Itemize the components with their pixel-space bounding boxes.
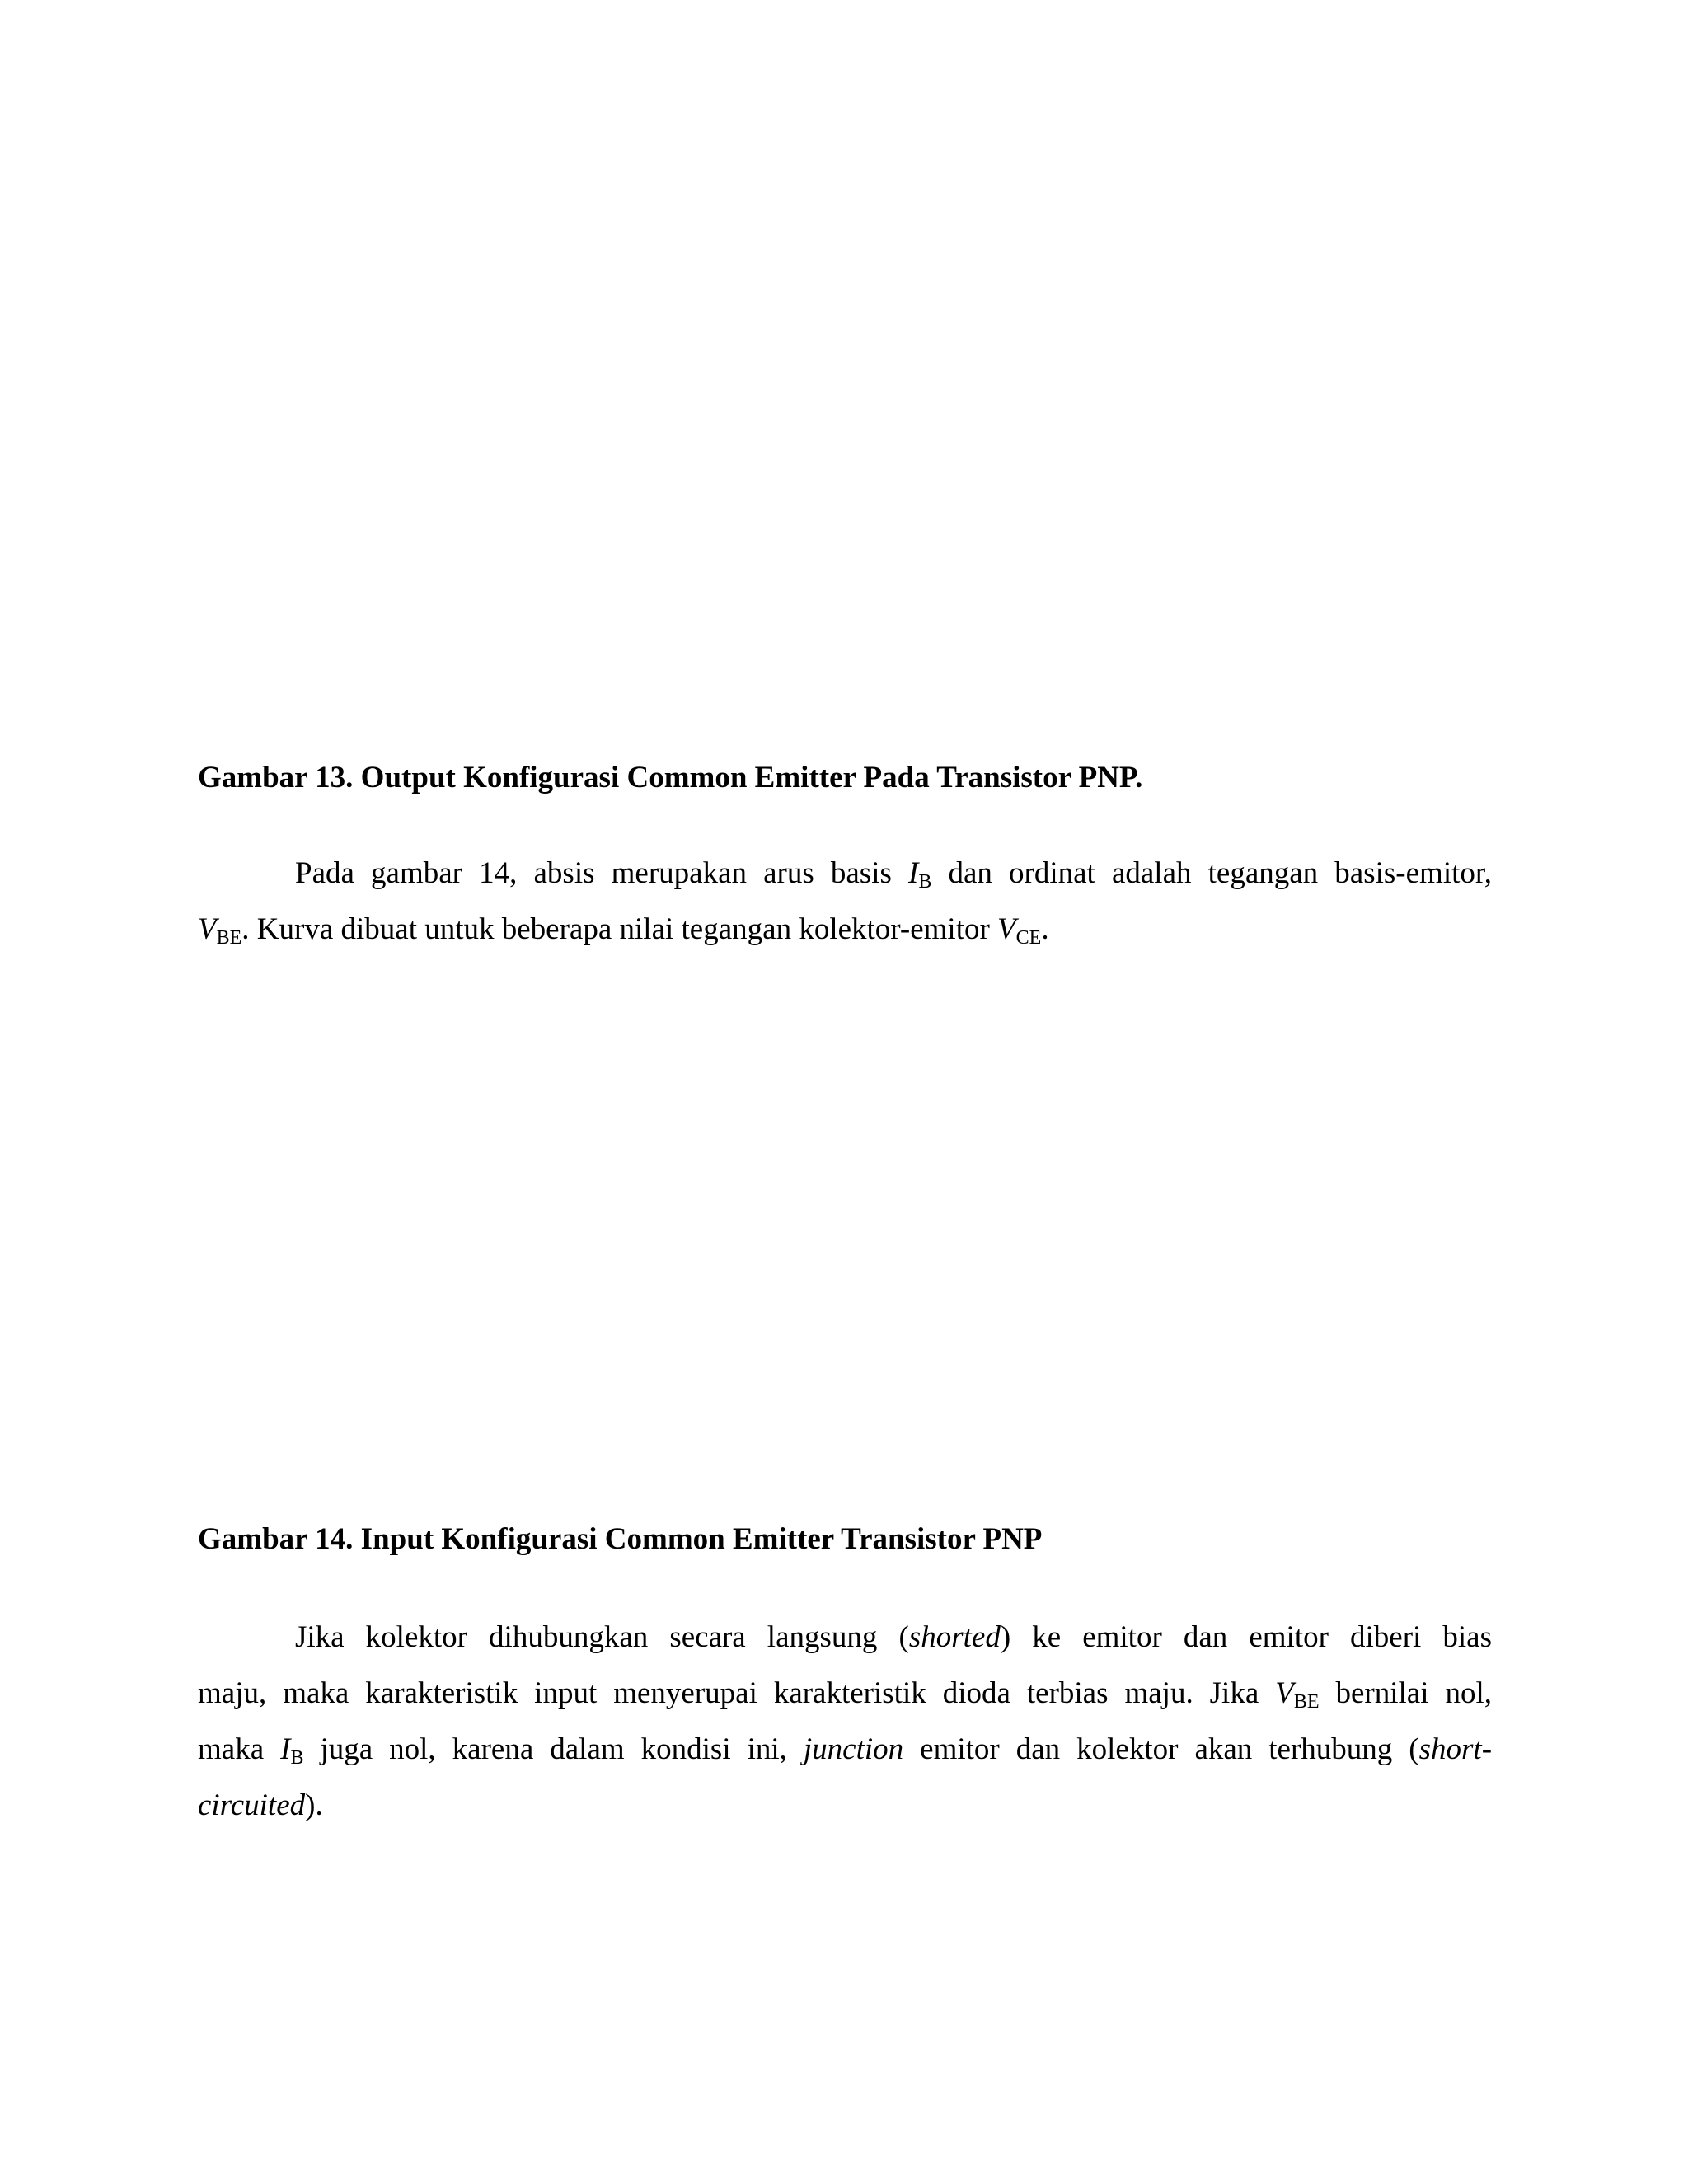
subscript-B: B [918, 871, 932, 893]
text-run: juga nol, karena dalam kondisi ini, [303, 1732, 804, 1766]
text-run: maju, maka karakteristik input menyerupai karakteristik dioda terbias maju. Jika [198, 1676, 1276, 1710]
text-run: ) ke emitor dan emitor diberi bias [1000, 1620, 1492, 1654]
figure-14-caption: Gambar 14. Input Konfigurasi Common Emitter Transistor PNP [198, 1522, 1043, 1556]
paragraph-line [198, 902, 1492, 958]
variable-I: I [908, 856, 919, 890]
subscript-BE: BE [1293, 1691, 1320, 1713]
subscript-BE: BE [216, 927, 242, 949]
subscript-B: B [290, 1747, 304, 1769]
text-run: dan ordinat adalah tegangan basis-emitor, [931, 856, 1492, 890]
figure-13-caption: Gambar 13. Output Konfigurasi Common Emitter Pada Transistor PNP. [198, 761, 1143, 794]
paragraph-line [198, 1610, 1492, 1666]
variable-V: V [1275, 1676, 1294, 1710]
paragraph-figure-14-description [198, 846, 1492, 958]
italic-term: shorted [908, 1620, 1001, 1654]
text-run: emitor dan kolektor akan terhubung ( [903, 1732, 1419, 1766]
variable-V: V [198, 912, 217, 946]
text-run: . Kurva dibuat untuk beberapa nilai tegangan kolektor-emitor [241, 912, 998, 946]
text-run: ). [305, 1788, 323, 1822]
text-run: . [1041, 912, 1049, 946]
text-run: Pada gambar 14, absis merupakan arus basis [295, 856, 909, 890]
text-run: Jika kolektor dihubungkan secara langsung ( [295, 1620, 909, 1654]
paragraph-line [198, 1722, 1492, 1778]
variable-I: I [280, 1732, 291, 1766]
paragraph-line [198, 1778, 1492, 1834]
paragraph-line [198, 846, 1492, 902]
variable-V: V [997, 912, 1016, 946]
text-run: bernilai nol, [1319, 1676, 1492, 1710]
italic-term: circuited [198, 1788, 306, 1822]
paragraph-line [198, 1666, 1492, 1722]
subscript-CE: CE [1015, 927, 1042, 949]
italic-term: junction [803, 1732, 904, 1766]
text-run: maka [198, 1732, 281, 1766]
italic-term: short- [1418, 1732, 1493, 1766]
paragraph-input-characteristic [198, 1610, 1492, 1834]
